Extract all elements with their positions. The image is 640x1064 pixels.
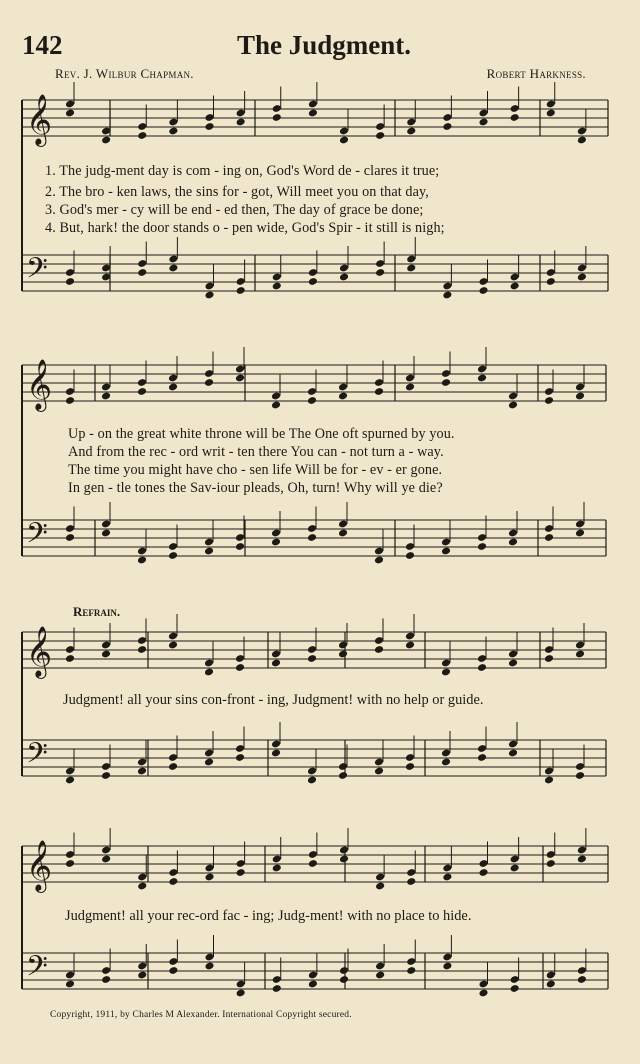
notehead bbox=[508, 749, 518, 758]
notehead bbox=[442, 962, 452, 971]
notehead bbox=[375, 971, 385, 980]
verse-4-line-2: In gen - tle tones the Sav-iour pleads, Oh, turn! Why will ye die? bbox=[68, 480, 443, 496]
notehead bbox=[546, 277, 556, 286]
notehead bbox=[477, 374, 487, 383]
notehead bbox=[338, 529, 348, 538]
notehead bbox=[272, 864, 282, 873]
hymn-title: The Judgment. bbox=[236, 30, 412, 60]
notehead bbox=[65, 859, 75, 868]
notehead bbox=[236, 118, 246, 127]
notehead bbox=[137, 131, 147, 140]
notehead bbox=[101, 392, 111, 401]
notehead bbox=[442, 291, 452, 300]
notehead bbox=[204, 291, 214, 300]
notehead bbox=[307, 776, 317, 785]
notehead bbox=[577, 975, 587, 984]
notehead bbox=[101, 771, 111, 780]
notehead bbox=[272, 282, 282, 291]
notehead bbox=[307, 396, 317, 405]
notehead bbox=[442, 122, 452, 131]
verse-2-line-2: And from the rec - ord writ - ten there You can - not turn a - way. bbox=[68, 444, 444, 460]
notehead bbox=[168, 551, 178, 560]
notehead bbox=[375, 882, 385, 891]
notehead bbox=[374, 556, 384, 565]
notehead bbox=[544, 776, 554, 785]
notehead bbox=[405, 551, 415, 560]
notehead bbox=[338, 771, 348, 780]
notehead bbox=[137, 268, 147, 277]
notehead bbox=[477, 753, 487, 762]
author-credit: Rev. J. Wilbur Chapman. bbox=[55, 66, 194, 81]
notehead bbox=[510, 864, 520, 873]
notehead bbox=[168, 877, 178, 886]
verse-3-line-1: 3. God's mer - cy will be end - ed then, The day of grace be done; bbox=[45, 202, 424, 218]
notehead bbox=[137, 645, 147, 654]
notehead bbox=[441, 668, 451, 677]
notehead bbox=[236, 989, 246, 998]
notehead bbox=[406, 264, 416, 273]
refrain-line-2: Judgment! all your rec-ord fac - ing; Judg-ment! with no place to hide. bbox=[65, 908, 472, 924]
notehead bbox=[271, 659, 281, 668]
treble-clef-icon: 𝄞 bbox=[26, 94, 53, 145]
notehead bbox=[510, 282, 520, 291]
notehead bbox=[405, 641, 415, 650]
notehead bbox=[272, 113, 282, 122]
notehead bbox=[65, 396, 75, 405]
notehead bbox=[478, 286, 488, 295]
notehead bbox=[441, 378, 451, 387]
notehead bbox=[544, 533, 554, 542]
notehead bbox=[308, 980, 318, 989]
notehead bbox=[375, 268, 385, 277]
notehead bbox=[168, 966, 178, 975]
notehead bbox=[546, 859, 556, 868]
notehead bbox=[441, 547, 451, 556]
notehead bbox=[339, 975, 349, 984]
verse-3-line-2: The time you might have cho - sen life Will be for - ev - er gone. bbox=[68, 462, 443, 478]
notehead bbox=[375, 131, 385, 140]
notehead bbox=[339, 136, 349, 145]
notehead bbox=[168, 127, 178, 136]
notehead bbox=[271, 401, 281, 410]
notehead bbox=[65, 109, 75, 118]
notehead bbox=[508, 401, 518, 410]
notehead bbox=[339, 855, 349, 864]
notehead bbox=[508, 538, 518, 547]
notehead bbox=[235, 753, 245, 762]
verse-1-line-2: Up - on the great white throne will be The One oft spurned by you. bbox=[68, 426, 455, 442]
notehead bbox=[271, 538, 281, 547]
notehead bbox=[137, 971, 147, 980]
notehead bbox=[272, 984, 282, 993]
notehead bbox=[271, 749, 281, 758]
notehead bbox=[308, 109, 318, 118]
treble-clef-icon: 𝄞 bbox=[26, 626, 53, 677]
notehead bbox=[577, 136, 587, 145]
notehead bbox=[478, 989, 488, 998]
notehead bbox=[168, 383, 178, 392]
notehead bbox=[65, 776, 75, 785]
notehead bbox=[478, 118, 488, 127]
notehead bbox=[374, 767, 384, 776]
notehead bbox=[307, 654, 317, 663]
notehead bbox=[510, 984, 520, 993]
notehead bbox=[235, 663, 245, 672]
notehead bbox=[477, 663, 487, 672]
notehead bbox=[204, 122, 214, 131]
notehead bbox=[65, 654, 75, 663]
notehead bbox=[101, 529, 111, 538]
bass-clef-icon: 𝄢 bbox=[26, 737, 48, 777]
notehead bbox=[168, 762, 178, 771]
treble-clef-icon: 𝄞 bbox=[26, 359, 53, 410]
verse-4-line-1: 4. But, hark! the door stands o - pen wide, God's Spir - it still is nigh; bbox=[45, 220, 445, 236]
notehead bbox=[575, 650, 585, 659]
notehead bbox=[546, 980, 556, 989]
notehead bbox=[338, 392, 348, 401]
notehead bbox=[441, 758, 451, 767]
notehead bbox=[235, 542, 245, 551]
bass-clef-icon: 𝄢 bbox=[26, 517, 48, 557]
notehead bbox=[101, 136, 111, 145]
notehead bbox=[308, 277, 318, 286]
notehead bbox=[477, 542, 487, 551]
copyright-notice: Copyright, 1911, by Charles M Alexander. International Copyright secured. bbox=[50, 1010, 352, 1020]
notehead bbox=[137, 882, 147, 891]
notehead bbox=[204, 962, 214, 971]
refrain-label: Refrain. bbox=[73, 604, 121, 619]
notehead bbox=[204, 758, 214, 767]
notehead bbox=[338, 650, 348, 659]
notehead bbox=[575, 771, 585, 780]
notehead bbox=[405, 383, 415, 392]
verse-1-line-1: 1. The judg-ment day is com - ing on, God's Word de - clares it true; bbox=[45, 163, 440, 179]
notehead bbox=[101, 650, 111, 659]
notehead bbox=[307, 533, 317, 542]
notehead bbox=[204, 873, 214, 882]
notehead bbox=[204, 378, 214, 387]
notehead bbox=[137, 387, 147, 396]
notehead bbox=[204, 668, 214, 677]
notehead bbox=[406, 127, 416, 136]
notehead bbox=[204, 547, 214, 556]
notehead bbox=[339, 273, 349, 282]
notehead bbox=[235, 374, 245, 383]
notehead bbox=[544, 396, 554, 405]
notehead bbox=[374, 387, 384, 396]
notehead bbox=[236, 286, 246, 295]
notehead bbox=[137, 556, 147, 565]
notehead bbox=[65, 277, 75, 286]
notehead bbox=[575, 392, 585, 401]
notehead bbox=[168, 641, 178, 650]
verse-2-line-1: 2. The bro - ken laws, the sins for - got, Will meet you on that day, bbox=[45, 184, 429, 200]
notehead bbox=[308, 859, 318, 868]
notehead bbox=[405, 762, 415, 771]
notehead bbox=[137, 767, 147, 776]
composer-credit: Robert Harkness. bbox=[486, 66, 586, 81]
notehead bbox=[478, 868, 488, 877]
refrain-line-1: Judgment! all your sins con-front - ing, Judgment! with no help or guide. bbox=[63, 692, 484, 708]
notehead bbox=[406, 877, 416, 886]
notehead bbox=[236, 868, 246, 877]
hymn-number: 142 bbox=[22, 30, 63, 60]
notehead bbox=[101, 975, 111, 984]
notehead bbox=[577, 273, 587, 282]
notehead bbox=[65, 533, 75, 542]
notehead bbox=[546, 109, 556, 118]
bass-clef-icon: 𝄢 bbox=[26, 252, 48, 292]
notehead bbox=[406, 966, 416, 975]
notehead bbox=[101, 855, 111, 864]
notehead bbox=[65, 980, 75, 989]
treble-clef-icon: 𝄞 bbox=[26, 840, 53, 891]
notehead bbox=[577, 855, 587, 864]
notehead bbox=[575, 529, 585, 538]
bass-clef-icon: 𝄢 bbox=[26, 950, 48, 990]
notehead bbox=[510, 113, 520, 122]
notehead bbox=[442, 873, 452, 882]
notehead bbox=[544, 654, 554, 663]
notehead bbox=[168, 264, 178, 273]
notehead bbox=[508, 659, 518, 668]
notehead bbox=[374, 645, 384, 654]
